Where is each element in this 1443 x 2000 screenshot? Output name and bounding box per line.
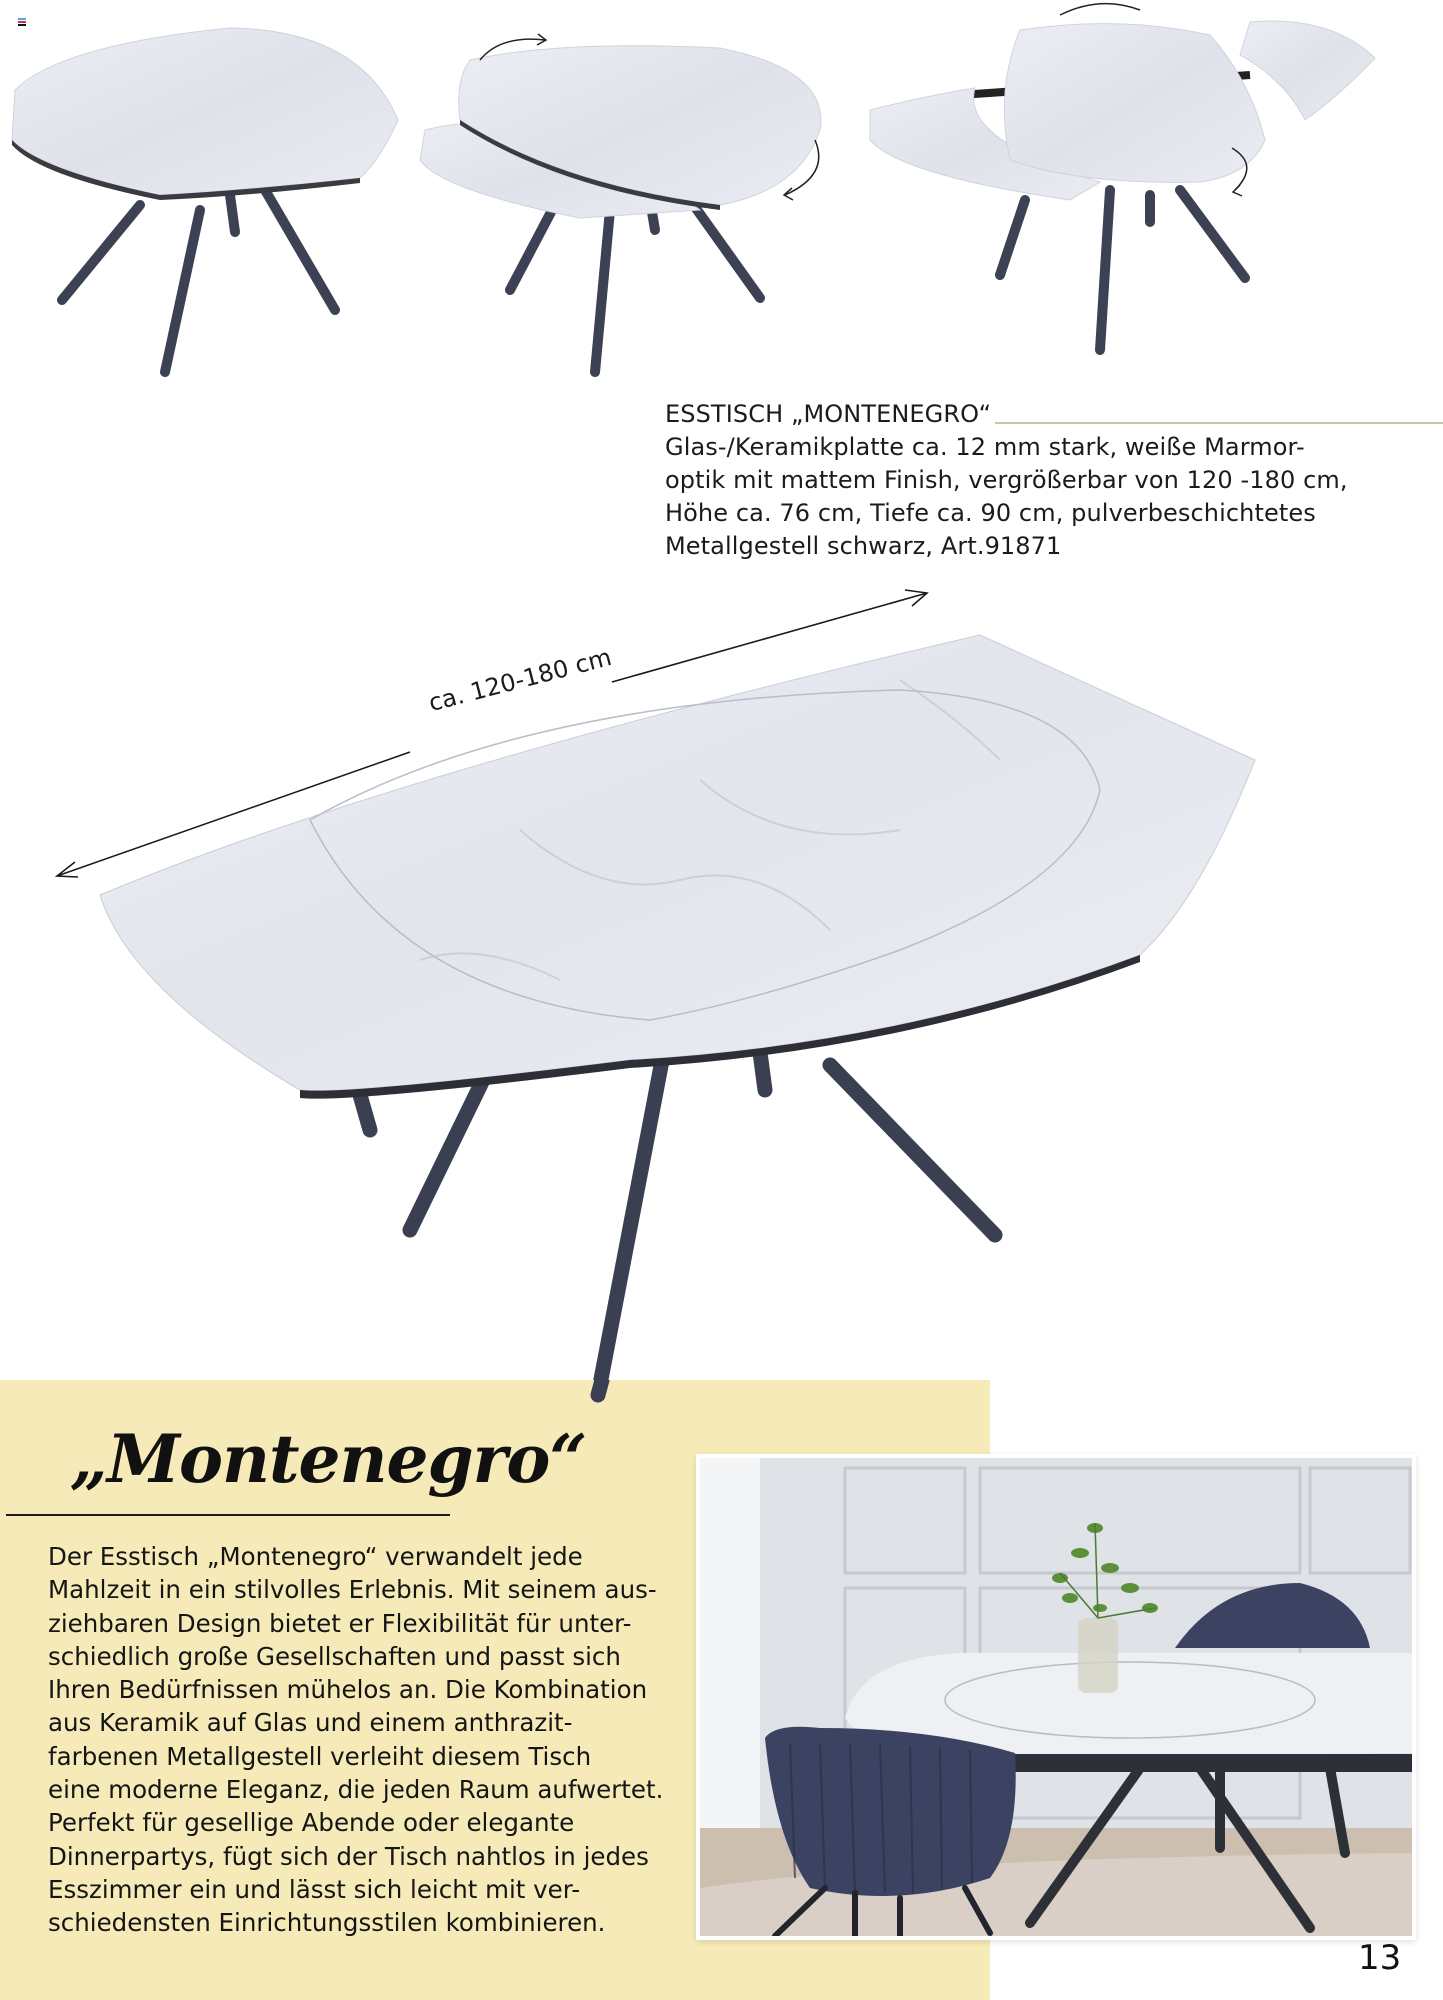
thumbnail-closed-table bbox=[12, 28, 398, 372]
body-line: Ihren Bedürfnissen mühelos an. Die Kombination bbox=[48, 1675, 648, 1705]
spec-line: Höhe ca. 76 cm, Tiefe ca. 90 cm, pulverbeschichtetes bbox=[665, 499, 1316, 527]
body-line: ziehbaren Design bietet er Flexibilität für unter- bbox=[48, 1608, 632, 1638]
thumbnail-rotating-table bbox=[420, 34, 821, 372]
spec-line: Glas-/Keramikplatte ca. 12 mm stark, weiße Marmor- bbox=[665, 433, 1305, 461]
feature-headline: „Montenegro“ bbox=[70, 1420, 587, 1498]
body-line: eine moderne Eleganz, die jeden Raum aufwertet. bbox=[48, 1775, 664, 1805]
body-line: Mahlzeit in ein stilvolles Erlebnis. Mit seinem aus- bbox=[48, 1575, 657, 1605]
feature-body bbox=[48, 1540, 688, 1940]
body-line: Dinnerpartys, fügt sich der Tisch nahtlos in jedes bbox=[48, 1841, 649, 1871]
headline-rule bbox=[6, 1514, 450, 1516]
body-line: schiedensten Einrichtungsstilen kombinieren. bbox=[48, 1908, 606, 1938]
body-line: Perfekt für gesellige Abende oder elegante bbox=[48, 1808, 575, 1838]
main-table-image bbox=[0, 560, 1443, 1420]
product-spec bbox=[665, 398, 1425, 563]
body-line: Esszimmer ein und lässt sich leicht mit ver- bbox=[48, 1874, 581, 1904]
page-number: 13 bbox=[1358, 1938, 1402, 1978]
spec-line: Metallgestell schwarz, Art.91871 bbox=[665, 532, 1062, 560]
body-line: aus Keramik auf Glas und einem anthrazit- bbox=[48, 1708, 573, 1738]
extension-sequence-images bbox=[0, 0, 1443, 400]
spec-line: optik mit mattem Finish, vergrößerbar von 120 -180 cm, bbox=[665, 466, 1348, 494]
body-line: schiedlich große Gesellschaften und passt sich bbox=[48, 1641, 621, 1671]
table-leg-overlap bbox=[580, 1380, 620, 1420]
spec-title: ESSTISCH „MONTENEGRO“ bbox=[665, 400, 992, 428]
room-photo bbox=[696, 1454, 1416, 1940]
body-line: farbenen Metallgestell verleiht diesem Tisch bbox=[48, 1741, 592, 1771]
body-line: Der Esstisch „Montenegro“ verwandelt jede bbox=[48, 1542, 583, 1571]
thumbnail-extending-table bbox=[870, 4, 1375, 350]
spec-title-rule bbox=[995, 422, 1443, 424]
dimension-label: ca. 120-180 cm bbox=[418, 641, 622, 719]
